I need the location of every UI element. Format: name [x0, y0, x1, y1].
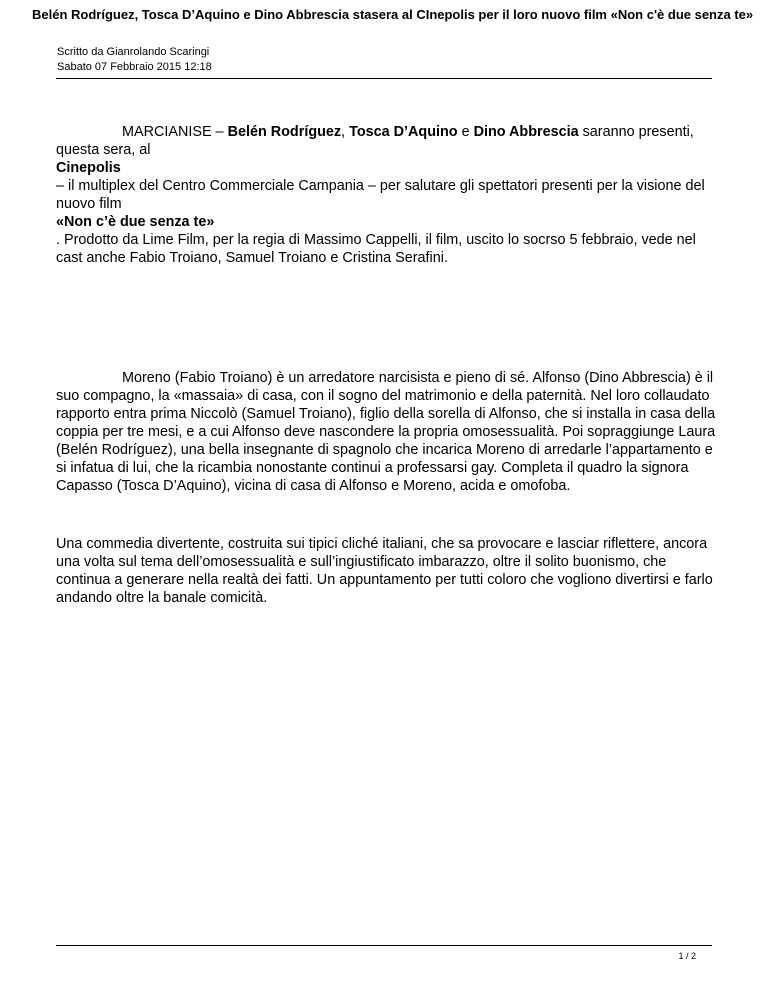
paragraph-review: Una commedia divertente, costruita sui tipici cliché italiani, che sa provocare e lasciar riflettere, ancora una volta sul tema dell’omosessualità e sull’ingiustificato imbarazzo, oltre il solito buonismo, che continua a generare nella realtà dei fatti. Un appuntamento per tutti coloro che vogliono divertirsi e farlo andando oltre la banale comicità. — [56, 536, 713, 606]
intro-text-1: MARCIANISE – — [122, 124, 228, 140]
article-meta — [57, 45, 212, 75]
intro-text-2: , — [341, 124, 350, 140]
intro-name-dino: Dino Abbrescia — [473, 124, 579, 140]
plot-text: Moreno (Fabio Troiano) è un arredatore narcisista e pieno di sé. Alfonso (Dino Abbrescia) è il suo compagno, la «massaia» di casa, con il sogno del matrimonio e della paternità. Nel loro collaudato rapporto entra prima Niccolò (Samuel Troiano), figlio della sorella di Alfonso, che si installa in casa della coppia per tre mesi, e a cui Alfonso deve nascondere la propria omosessualità. Poi sopraggiunge Laura (Belén Rodríguez), una bella insegnante di spagnolo che incarica Moreno di arredarle l’appartamento e si infatua di lui, che la ricambia nonostante continui a professarsi gay. Completa il quadro la signora Capasso (Tosca D’Aquino), vicina di casa di Alfonso e Moreno, acida e omofoba. — [56, 370, 716, 494]
intro-film-title: «Non c’è due senza te» — [56, 214, 215, 230]
intro-cinepolis: Cinepolis — [56, 160, 121, 176]
intro-text-4: saranno presenti, questa sera, al — [56, 124, 694, 158]
page-number: 1 / 2 — [678, 951, 696, 961]
paragraph-plot — [56, 369, 716, 495]
intro-name-tosca: Tosca D’Aquino — [349, 124, 458, 140]
author-line: Scritto da Gianrolando Scaringi — [57, 46, 210, 58]
paragraph-intro — [56, 123, 716, 267]
intro-text-5: – il multiplex del Centro Commerciale Campania – per salutare gli spettatori presenti per la visione del nuovo film — [56, 178, 705, 212]
intro-text-6: . Prodotto da Lime Film, per la regia di Massimo Cappelli, il film, uscito lo socrso 5 febbraio, vede nel cast anche Fabio Troiano, Samuel Troiano e Cristina Serafini. — [56, 232, 696, 266]
header-divider — [56, 78, 712, 79]
intro-text-3: e — [457, 124, 474, 140]
article-title: Belén Rodríguez, Tosca D’Aquino e Dino Abbrescia stasera al CInepolis per il loro nuovo film «Non c'è due senza te» — [32, 7, 754, 22]
footer-divider — [56, 945, 712, 946]
date-line: Sabato 07 Febbraio 2015 12:18 — [57, 61, 212, 73]
spacer — [56, 495, 716, 535]
article-body — [56, 123, 716, 607]
intro-name-belen: Belén Rodríguez — [227, 124, 342, 140]
spacer — [56, 267, 716, 369]
